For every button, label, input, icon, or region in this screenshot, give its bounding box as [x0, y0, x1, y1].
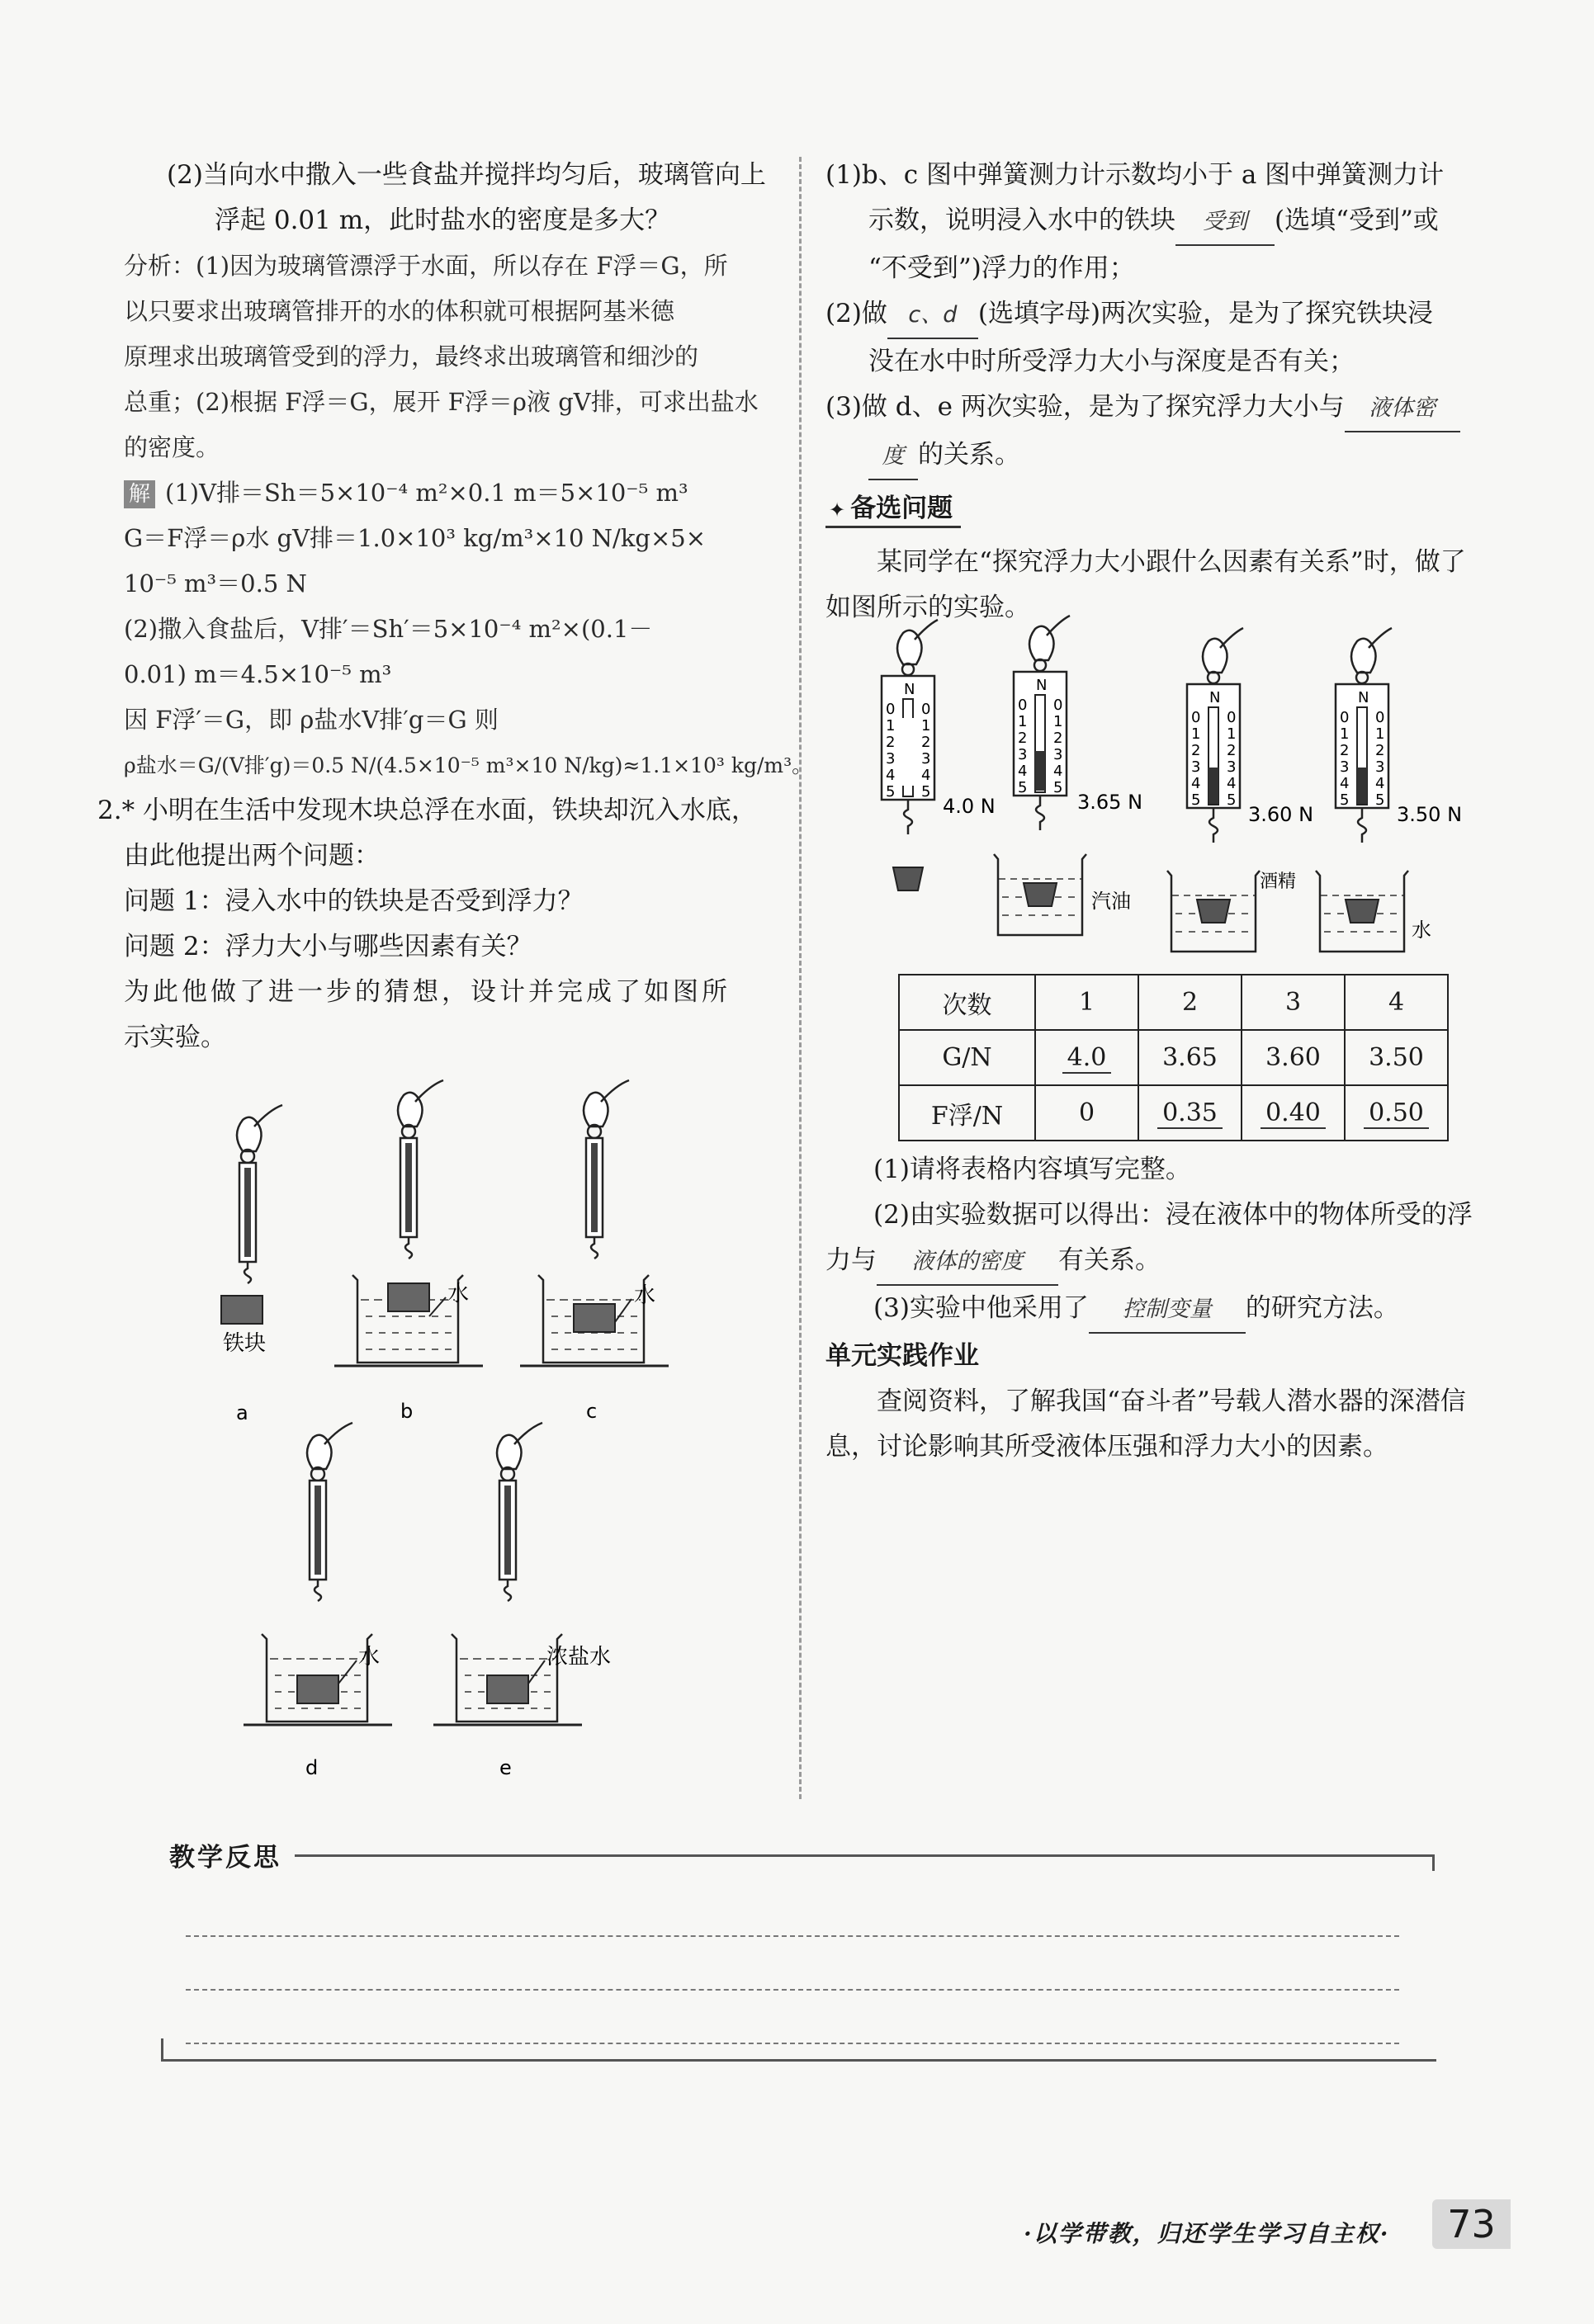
scale-fill-3	[1209, 768, 1218, 804]
analysis-line: 原理求出玻璃管受到的浮力，最终求出玻璃管和细沙的	[124, 342, 699, 371]
figure-label-a: a	[236, 1401, 248, 1424]
reading-1: 4.0 N	[943, 795, 996, 818]
table-header-row	[899, 975, 1448, 1030]
table-cell: 次数	[899, 975, 1035, 1030]
spring-scale-d	[307, 1423, 352, 1601]
backup-q3: (3)实验中他采用了 控制变量 的研究方法。	[825, 1286, 1511, 1334]
answer-blank-5: 控制变量	[1089, 1287, 1246, 1334]
figure-label-e: e	[499, 1756, 512, 1779]
sub-q3-line: (3)做 d、e 两次实验，是为了探究浮力大小与 液体密	[825, 385, 1511, 432]
table-cell	[1035, 1030, 1138, 1085]
backup-intro: 某同学在“探究浮力大小跟什么因素有关系”时，做了	[877, 547, 1466, 577]
liquid-label-c: 水	[634, 1283, 656, 1308]
table-cell: G/N	[899, 1030, 1035, 1085]
liquid-label-alcohol: 酒精	[1260, 872, 1297, 892]
analysis-line: 以只要求出玻璃管排开的水的体积就可根据阿基米德	[124, 297, 675, 325]
block-1	[893, 867, 923, 890]
table-cell: 3.65	[1138, 1030, 1242, 1085]
analysis-line: 分析：(1)因为玻璃管漂浮于水面，所以存在 F浮＝G，所	[124, 252, 728, 280]
solution-line: ρ盐水＝G/(V排′g)＝0.5 N/(4.5×10⁻⁵ m³×10 N/kg)≈1.1×10³ kg/m³。	[124, 753, 813, 777]
liquid-label-b: 水	[447, 1282, 470, 1306]
backup-intro2: 如图所示的实验。	[825, 593, 1030, 622]
experiment-figure-abcde	[182, 1106, 743, 1779]
solution-text: (1)V排＝Sh＝5×10⁻⁴ m²×0.1 m＝5×10⁻⁵ m³	[165, 479, 688, 507]
sub-q1-line2: 示数，说明浸入水中的铁块 受到 (选填“受到”或	[825, 198, 1511, 246]
table-cell: 4	[1345, 975, 1448, 1030]
liquid-label-petrol: 汽油	[1091, 890, 1131, 913]
backup-q2: (2)由实验数据可以得出：浸在液体中的物体所受的浮	[873, 1200, 1473, 1230]
table-cell: 3	[1242, 975, 1345, 1030]
table-row-f	[899, 1085, 1448, 1141]
liquid-label-e: 浓盐水	[546, 1645, 612, 1670]
beaker-alcohol	[1167, 871, 1260, 952]
writing-line[interactable]	[186, 1989, 1399, 1991]
table-cell: 1	[1035, 975, 1138, 1030]
liquid-label-water: 水	[1412, 919, 1431, 942]
q2-line1: (2)当向水中撒入一些食盐并搅拌均匀后，玻璃管向上	[167, 160, 766, 190]
q3-line: 由此他提出两个问题：	[124, 841, 380, 871]
table-cell: F浮/N	[899, 1085, 1035, 1141]
figure-label-c: c	[586, 1400, 598, 1423]
backup-q2-line2: 力与 液体的密度 有关系。	[825, 1238, 1511, 1286]
reflection-title: 教学反思	[169, 1843, 281, 1873]
scale-fill-4	[1357, 768, 1367, 804]
sub-q1-line: (1)b、c 图中弹簧测力计示数均小于 a 图中弹簧测力计	[825, 160, 1445, 190]
iron-block-a	[221, 1296, 263, 1324]
backup-q1: (1)请将表格内容填写完整。	[873, 1155, 1191, 1184]
q3-line: 示实验。	[124, 1023, 226, 1052]
answer-g1: 4.0	[1062, 1043, 1112, 1074]
iron-block-b	[388, 1283, 429, 1311]
answer-blank-2: c、d	[887, 292, 978, 339]
table-cell	[1345, 1085, 1448, 1141]
iron-block-c	[574, 1304, 615, 1332]
spring-scale-e	[497, 1423, 542, 1601]
q3-line: 问题 1：浸入水中的铁块是否受到浮力？	[124, 886, 584, 916]
spring-scale-a	[237, 1105, 282, 1283]
q2-line2: 浮起 0.01 m，此时盐水的密度是多大？	[215, 205, 671, 235]
solution-line: (2)撒入食盐后，V排′＝Sh′＝5×10⁻⁴ m²×(0.1－	[124, 615, 653, 643]
answer-blank-1: 受到	[1175, 199, 1275, 246]
reading-3: 3.60 N	[1248, 803, 1314, 826]
scale-fill-1	[901, 718, 915, 786]
figure-label-b: b	[400, 1400, 414, 1423]
sub-q2-line: (2)做 c、d (选填字母)两次实验，是为了探究铁块浸	[825, 291, 1511, 339]
figure-label-d: d	[305, 1756, 319, 1779]
answer-f4: 0.50	[1364, 1098, 1429, 1129]
spring-scale-c	[584, 1080, 629, 1259]
column-divider	[799, 157, 802, 1799]
right-column-lower	[825, 1147, 1511, 1470]
table-cell	[1242, 1085, 1345, 1141]
spring-scale-2	[1014, 616, 1070, 830]
solution-line-1	[124, 470, 784, 516]
backup-section-heading: ✦ 备选问题	[825, 485, 961, 528]
unit-practice-line2: 息，讨论影响其所受液体压强和浮力大小的因素。	[825, 1432, 1388, 1462]
unit-practice-line: 查阅资料，了解我国“奋斗者”号载人潜水器的深潜信	[877, 1386, 1466, 1416]
spring-scale-b	[398, 1080, 443, 1259]
left-column	[97, 153, 813, 1060]
iron-block-d	[297, 1675, 338, 1703]
sub-q1-line3: “不受到”)浮力的作用；	[868, 253, 1135, 283]
footer-slogan: ·以学带教，归还学生学习自主权·	[1024, 2220, 1390, 2247]
liquid-label-d: 水	[358, 1645, 381, 1670]
solution-line: G＝F浮＝ρ水 gV排＝1.0×10³ kg/m³×10 N/kg×5×	[124, 524, 707, 552]
unit-practice-title: 单元实践作业	[825, 1341, 979, 1371]
iron-block-e	[487, 1675, 528, 1703]
table-cell: 3.50	[1345, 1030, 1448, 1085]
q3-line: 问题 2：浮力大小与哪些因素有关？	[124, 932, 532, 961]
analysis-line: 的密度。	[124, 433, 220, 461]
sub-q3-line2: 度 的关系。	[825, 432, 1511, 480]
writing-line[interactable]	[186, 1935, 1399, 1937]
beaker-water	[1316, 871, 1408, 952]
answer-f2: 0.35	[1157, 1098, 1223, 1129]
page-number: 73	[1432, 2199, 1511, 2249]
answer-blank-3a: 液体密	[1345, 385, 1460, 432]
answer-blank-4: 液体的密度	[877, 1239, 1058, 1286]
scale-fill-2	[1035, 751, 1045, 791]
analysis-line: 总重；(2)根据 F浮＝G，展开 F浮＝ρ液 gV排，可求出盐水	[124, 388, 759, 416]
spring-scale-4	[1336, 628, 1392, 843]
table-row-g	[899, 1030, 1448, 1085]
beaker-petrol	[994, 854, 1086, 935]
table-cell: 3.60	[1242, 1030, 1345, 1085]
table-cell: 0	[1035, 1085, 1138, 1141]
q3-line: 2.* 小明在生活中发现木块总浮在水面，铁块却沉入水底，	[97, 796, 757, 825]
right-column	[825, 153, 1511, 631]
data-table	[898, 974, 1449, 1141]
solution-badge: 解	[124, 480, 155, 508]
sub-q2-line2: 没在水中时所受浮力大小与深度是否有关；	[868, 347, 1355, 376]
solution-line: 10⁻⁵ m³＝0.5 N	[124, 569, 307, 598]
reading-4: 3.50 N	[1397, 803, 1463, 826]
table-cell: 2	[1138, 975, 1242, 1030]
spring-scale-3	[1187, 628, 1243, 843]
solution-line: 0.01) m＝4.5×10⁻⁵ m³	[124, 660, 392, 688]
reading-2: 3.65 N	[1077, 791, 1143, 814]
q3-line: 为此他做了进一步的猜想，设计并完成了如图所	[124, 977, 731, 1007]
solution-line: 因 F浮′＝G，即 ρ盐水V排′g＝G 则	[124, 706, 499, 734]
answer-blank-3b: 度	[868, 433, 918, 480]
writing-line[interactable]	[186, 2043, 1399, 2044]
table-cell	[1138, 1085, 1242, 1141]
block-label: 铁块	[223, 1331, 267, 1356]
star-icon: ✦	[829, 498, 846, 522]
experiment-figure-density: N 01 23 45 0 4.0 N 汽油 3.65 N 酒精 3.60 N 水 3.50 N	[875, 623, 1502, 970]
answer-f3: 0.40	[1261, 1098, 1326, 1129]
